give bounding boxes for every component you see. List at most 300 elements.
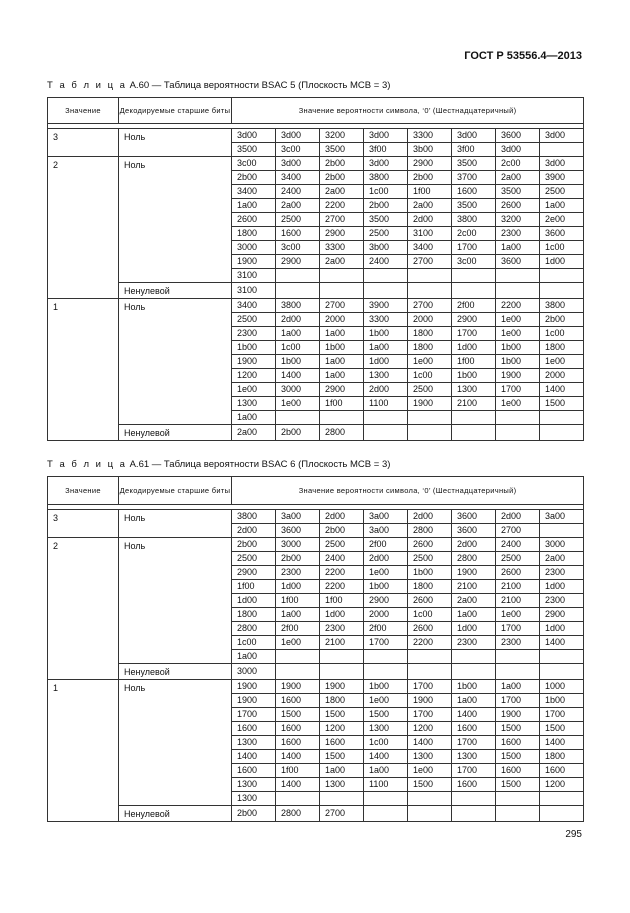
probability-cell [496, 806, 540, 822]
probability-cell: 2900 [364, 594, 408, 608]
probability-cell: 1400 [452, 708, 496, 722]
probability-cell: 1600 [232, 764, 276, 778]
probability-cell: 2300 [540, 566, 584, 580]
probability-cell: 3d00 [496, 143, 540, 157]
probability-cell [364, 650, 408, 664]
probability-cell: 1700 [364, 636, 408, 650]
probability-cell: 2300 [320, 622, 364, 636]
probability-cell: 3000 [276, 538, 320, 552]
probability-cell: 1500 [540, 397, 584, 411]
probability-cell: 1700 [496, 383, 540, 397]
probability-cell: 1700 [232, 708, 276, 722]
probability-cell: 3200 [496, 213, 540, 227]
decoded-bits-cell: Ненулевой [119, 283, 232, 299]
probability-cell: 1c00 [232, 636, 276, 650]
probability-cell: 2600 [408, 622, 452, 636]
probability-cell: 2500 [276, 213, 320, 227]
probability-cell: 3b00 [408, 143, 452, 157]
probability-cell: 1400 [232, 750, 276, 764]
probability-cell: 1b00 [452, 680, 496, 694]
probability-cell: 1b00 [364, 680, 408, 694]
probability-cell: 2700 [320, 806, 364, 822]
probability-cell: 1e00 [276, 636, 320, 650]
probability-cell: 1600 [276, 694, 320, 708]
probability-cell: 2300 [496, 636, 540, 650]
probability-cell: 2300 [540, 594, 584, 608]
caption-title: А.60 — Таблица вероятности BSAC 5 (Плоскость MCB = 3) [129, 80, 391, 91]
probability-cell [452, 425, 496, 441]
probability-cell: 1500 [496, 750, 540, 764]
probability-cell: 2600 [496, 566, 540, 580]
probability-cell: 3600 [276, 524, 320, 538]
probability-cell [452, 283, 496, 299]
probability-cell: 3300 [408, 129, 452, 143]
probability-cell: 1c00 [364, 736, 408, 750]
probability-cell: 1e00 [408, 764, 452, 778]
probability-cell: 1400 [364, 750, 408, 764]
probability-cell [496, 425, 540, 441]
probability-cell: 3400 [276, 171, 320, 185]
probability-cell: 3d00 [452, 129, 496, 143]
probability-cell: 1a00 [320, 355, 364, 369]
probability-cell: 2400 [364, 255, 408, 269]
probability-cell: 3f00 [452, 143, 496, 157]
probability-cell: 1d00 [232, 594, 276, 608]
caption-label: Т а б л и ц а [47, 80, 127, 91]
probability-cell [408, 425, 452, 441]
probability-cell: 3600 [496, 255, 540, 269]
probability-cell: 1700 [496, 622, 540, 636]
probability-cell: 3600 [452, 524, 496, 538]
probability-cell: 3600 [496, 129, 540, 143]
probability-cell: 2800 [232, 622, 276, 636]
probability-cell [452, 411, 496, 425]
probability-cell: 1300 [232, 792, 276, 806]
probability-cell: 1f00 [320, 397, 364, 411]
column-header-decoded-bits: Декодируемые старшие биты [119, 477, 232, 505]
probability-cell: 2c00 [452, 227, 496, 241]
probability-cell: 3500 [496, 185, 540, 199]
probability-cell: 2f00 [364, 538, 408, 552]
probability-cell [276, 283, 320, 299]
caption-label: Т а б л и ц а [47, 459, 127, 470]
probability-cell [364, 664, 408, 680]
probability-cell [364, 269, 408, 283]
probability-cell: 1b00 [496, 355, 540, 369]
probability-cell: 2900 [540, 608, 584, 622]
probability-cell: 1f00 [276, 764, 320, 778]
probability-cell [364, 792, 408, 806]
probability-cell: 1a00 [232, 199, 276, 213]
document-header: ГОСТ Р 53556.4—2013 [464, 50, 582, 62]
probability-cell: 2a00 [232, 425, 276, 441]
probability-cell [540, 792, 584, 806]
value-cell: 2 [48, 538, 119, 680]
probability-cell: 2d00 [276, 313, 320, 327]
probability-cell: 1800 [408, 341, 452, 355]
probability-cell: 2b00 [320, 171, 364, 185]
probability-cell: 1d00 [540, 580, 584, 594]
probability-cell: 1000 [540, 680, 584, 694]
probability-cell: 1a00 [320, 369, 364, 383]
probability-cell: 1400 [276, 369, 320, 383]
probability-cell: 3500 [232, 143, 276, 157]
probability-cell: 2b00 [232, 538, 276, 552]
probability-cell [320, 792, 364, 806]
probability-cell [496, 792, 540, 806]
probability-cell [276, 664, 320, 680]
probability-cell: 1900 [232, 680, 276, 694]
column-header-probabilities: Значение вероятности символа, ‘0’ (Шестнадцатеричный) [232, 98, 584, 124]
probability-cell: 1a00 [276, 327, 320, 341]
value-cell: 2 [48, 157, 119, 299]
probability-cell: 1c00 [364, 185, 408, 199]
probability-cell: 3000 [276, 383, 320, 397]
probability-cell [408, 806, 452, 822]
probability-cell: 1a00 [320, 764, 364, 778]
probability-cell: 2400 [276, 185, 320, 199]
probability-cell: 2f00 [364, 622, 408, 636]
probability-cell: 1c00 [276, 341, 320, 355]
probability-cell: 1600 [276, 736, 320, 750]
probability-cell [320, 664, 364, 680]
probability-cell: 2100 [452, 580, 496, 594]
probability-cell: 1500 [320, 708, 364, 722]
table-row [48, 283, 584, 299]
probability-cell: 2b00 [408, 171, 452, 185]
probability-cell: 3100 [232, 269, 276, 283]
probability-cell: 2f00 [452, 299, 496, 313]
probability-cell: 2700 [320, 299, 364, 313]
probability-cell: 2a00 [540, 552, 584, 566]
column-header-value: Значение [48, 477, 119, 505]
probability-cell: 2600 [232, 213, 276, 227]
probability-cell [320, 269, 364, 283]
probability-cell: 3a00 [364, 510, 408, 524]
probability-cell: 3000 [232, 664, 276, 680]
probability-cell [540, 425, 584, 441]
probability-cell [540, 269, 584, 283]
decoded-bits-cell: Ненулевой [119, 664, 232, 680]
probability-cell: 1e00 [232, 383, 276, 397]
probability-cell: 1500 [364, 708, 408, 722]
probability-cell [364, 411, 408, 425]
probability-cell: 2900 [276, 255, 320, 269]
probability-cell: 2d00 [452, 538, 496, 552]
probability-cell: 1c00 [540, 241, 584, 255]
probability-cell: 2d00 [364, 552, 408, 566]
probability-cell [408, 411, 452, 425]
probability-cell: 1f00 [408, 185, 452, 199]
probability-cell: 3800 [452, 213, 496, 227]
probability-cell [276, 792, 320, 806]
probability-cell: 2000 [364, 608, 408, 622]
probability-cell: 1d00 [364, 355, 408, 369]
probability-cell [408, 283, 452, 299]
probability-cell: 3c00 [232, 157, 276, 171]
probability-cell: 1700 [452, 736, 496, 750]
probability-cell: 1800 [540, 341, 584, 355]
probability-cell: 2200 [320, 199, 364, 213]
probability-cell: 3f00 [364, 143, 408, 157]
probability-cell: 2700 [408, 255, 452, 269]
probability-cell: 1d00 [540, 255, 584, 269]
probability-cell: 3d00 [276, 129, 320, 143]
probability-cell [452, 792, 496, 806]
probability-cell [364, 283, 408, 299]
probability-cell: 1500 [496, 722, 540, 736]
table-caption [47, 80, 390, 91]
probability-cell: 3300 [364, 313, 408, 327]
probability-cell: 3000 [232, 241, 276, 255]
table-row [48, 157, 584, 171]
probability-cell: 2e00 [540, 213, 584, 227]
probability-cell: 1900 [452, 566, 496, 580]
probability-cell: 2500 [540, 185, 584, 199]
probability-cell: 1700 [496, 694, 540, 708]
probability-cell [540, 664, 584, 680]
probability-cell: 1a00 [232, 650, 276, 664]
probability-cell: 2a00 [320, 255, 364, 269]
probability-cell: 2b00 [364, 199, 408, 213]
value-cell: 3 [48, 129, 119, 157]
probability-cell: 2600 [408, 594, 452, 608]
probability-cell: 2d00 [408, 510, 452, 524]
probability-cell: 1b00 [452, 369, 496, 383]
probability-cell: 3c00 [276, 241, 320, 255]
probability-cell: 2200 [320, 566, 364, 580]
probability-cell: 2a00 [276, 199, 320, 213]
probability-cell: 1600 [232, 722, 276, 736]
probability-cell [320, 411, 364, 425]
probability-cell [320, 283, 364, 299]
probability-cell: 1800 [408, 580, 452, 594]
probability-cell: 1300 [232, 397, 276, 411]
probability-cell: 1b00 [408, 566, 452, 580]
probability-cell: 2700 [496, 524, 540, 538]
probability-cell: 1200 [232, 369, 276, 383]
probability-cell: 1800 [320, 694, 364, 708]
probability-cell: 1d00 [540, 622, 584, 636]
probability-cell: 3900 [364, 299, 408, 313]
probability-cell: 1900 [408, 694, 452, 708]
probability-cell [364, 425, 408, 441]
probability-cell [276, 411, 320, 425]
column-header-value: Значение [48, 98, 119, 124]
probability-cell: 1300 [408, 750, 452, 764]
probability-cell: 3800 [232, 510, 276, 524]
probability-table [47, 97, 584, 441]
probability-cell: 1300 [232, 736, 276, 750]
probability-cell: 2300 [496, 227, 540, 241]
table-row [48, 510, 584, 524]
probability-cell: 3d00 [364, 129, 408, 143]
probability-cell: 1e00 [496, 397, 540, 411]
probability-cell: 3500 [452, 157, 496, 171]
probability-cell: 2b00 [540, 313, 584, 327]
probability-cell: 2100 [452, 397, 496, 411]
probability-cell: 1a00 [452, 694, 496, 708]
decoded-bits-cell: Ноль [119, 680, 232, 806]
probability-cell: 1300 [320, 778, 364, 792]
probability-cell: 2500 [496, 552, 540, 566]
probability-cell: 3800 [276, 299, 320, 313]
probability-cell: 2b00 [276, 425, 320, 441]
probability-table [47, 476, 584, 822]
probability-cell: 2d00 [364, 383, 408, 397]
probability-cell: 3300 [320, 241, 364, 255]
probability-cell: 3600 [540, 227, 584, 241]
probability-cell: 1f00 [452, 355, 496, 369]
probability-cell: 3200 [320, 129, 364, 143]
probability-cell: 2500 [364, 227, 408, 241]
probability-cell: 1600 [540, 764, 584, 778]
probability-cell: 2500 [408, 383, 452, 397]
probability-cell: 3b00 [364, 241, 408, 255]
probability-cell: 1400 [276, 750, 320, 764]
probability-cell: 3c00 [276, 143, 320, 157]
column-header-decoded-bits: Декодируемые старшие биты [119, 98, 232, 124]
probability-cell: 2800 [276, 806, 320, 822]
probability-cell: 1a00 [364, 764, 408, 778]
probability-cell: 3900 [540, 171, 584, 185]
page-number: 295 [565, 829, 582, 840]
column-header-probabilities: Значение вероятности символа, ‘0’ (Шестнадцатеричный) [232, 477, 584, 505]
probability-cell: 2600 [496, 199, 540, 213]
decoded-bits-cell: Ненулевой [119, 425, 232, 441]
probability-cell: 1100 [364, 397, 408, 411]
probability-cell: 2200 [320, 580, 364, 594]
probability-cell [320, 650, 364, 664]
probability-cell: 3a00 [540, 510, 584, 524]
probability-cell: 1e00 [408, 355, 452, 369]
probability-cell [496, 269, 540, 283]
probability-cell: 1b00 [540, 694, 584, 708]
probability-cell: 1700 [408, 680, 452, 694]
probability-cell: 2900 [320, 227, 364, 241]
probability-cell: 1a00 [496, 680, 540, 694]
probability-cell [540, 411, 584, 425]
probability-cell: 1600 [452, 722, 496, 736]
probability-cell: 1b00 [320, 341, 364, 355]
probability-cell: 1d00 [452, 341, 496, 355]
probability-cell: 1e00 [496, 327, 540, 341]
probability-cell: 1a00 [496, 241, 540, 255]
probability-cell [276, 650, 320, 664]
probability-cell: 1900 [232, 355, 276, 369]
probability-cell: 3500 [320, 143, 364, 157]
probability-cell: 3600 [452, 510, 496, 524]
probability-cell: 1b00 [364, 580, 408, 594]
probability-cell: 1900 [496, 369, 540, 383]
probability-cell: 1f00 [320, 594, 364, 608]
table-row [48, 129, 584, 143]
probability-cell [540, 524, 584, 538]
probability-cell: 1e00 [276, 397, 320, 411]
probability-cell: 3a00 [276, 510, 320, 524]
probability-cell: 1a00 [320, 327, 364, 341]
probability-cell: 1200 [320, 722, 364, 736]
probability-cell [496, 664, 540, 680]
table-row [48, 806, 584, 822]
probability-cell [540, 806, 584, 822]
probability-cell: 1e00 [364, 566, 408, 580]
probability-cell: 2200 [496, 299, 540, 313]
probability-cell: 2900 [452, 313, 496, 327]
probability-cell: 3a00 [364, 524, 408, 538]
probability-cell [540, 650, 584, 664]
probability-cell: 1d00 [276, 580, 320, 594]
probability-cell: 1400 [276, 778, 320, 792]
probability-cell: 2100 [496, 580, 540, 594]
probability-cell: 2700 [408, 299, 452, 313]
probability-cell: 1600 [452, 185, 496, 199]
probability-cell: 1300 [452, 383, 496, 397]
probability-cell: 1600 [276, 227, 320, 241]
probability-cell: 2800 [408, 524, 452, 538]
value-cell: 1 [48, 299, 119, 441]
probability-cell: 1b00 [232, 341, 276, 355]
probability-cell: 2500 [232, 552, 276, 566]
probability-cell: 2400 [496, 538, 540, 552]
table-caption [47, 459, 390, 470]
value-cell: 1 [48, 680, 119, 822]
probability-cell: 1200 [408, 722, 452, 736]
probability-cell: 3400 [232, 185, 276, 199]
decoded-bits-cell: Ноль [119, 157, 232, 283]
probability-cell: 2000 [408, 313, 452, 327]
probability-cell: 1400 [408, 736, 452, 750]
probability-cell: 1e00 [496, 313, 540, 327]
probability-cell: 2800 [320, 425, 364, 441]
probability-cell: 1700 [540, 708, 584, 722]
probability-cell: 2b00 [320, 524, 364, 538]
table-header-row [48, 98, 584, 124]
probability-cell [452, 269, 496, 283]
caption-title: А.61 — Таблица вероятности BSAC 6 (Плоскость MCB = 3) [129, 459, 391, 470]
probability-cell: 3d00 [276, 157, 320, 171]
probability-cell: 1f00 [232, 580, 276, 594]
probability-cell: 2900 [232, 566, 276, 580]
probability-cell: 1b00 [496, 341, 540, 355]
probability-cell [408, 664, 452, 680]
decoded-bits-cell: Ноль [119, 299, 232, 425]
probability-cell: 2a00 [452, 594, 496, 608]
probability-cell: 1c00 [408, 369, 452, 383]
probability-cell: 1800 [540, 750, 584, 764]
probability-cell: 1a00 [232, 411, 276, 425]
table-row [48, 299, 584, 313]
probability-cell: 2200 [408, 636, 452, 650]
probability-cell: 1400 [540, 636, 584, 650]
probability-cell [364, 806, 408, 822]
probability-cell: 2900 [320, 383, 364, 397]
probability-cell: 2a00 [408, 199, 452, 213]
probability-cell: 2300 [452, 636, 496, 650]
probability-cell: 1900 [232, 694, 276, 708]
probability-cell: 2b00 [232, 171, 276, 185]
probability-cell: 1300 [364, 369, 408, 383]
probability-cell: 2300 [276, 566, 320, 580]
probability-cell: 1500 [276, 708, 320, 722]
probability-cell: 1100 [364, 778, 408, 792]
probability-cell: 1a00 [276, 608, 320, 622]
probability-cell: 2a00 [496, 171, 540, 185]
probability-cell: 1a00 [364, 341, 408, 355]
probability-cell: 3800 [540, 299, 584, 313]
probability-cell [276, 269, 320, 283]
probability-cell: 3400 [232, 299, 276, 313]
